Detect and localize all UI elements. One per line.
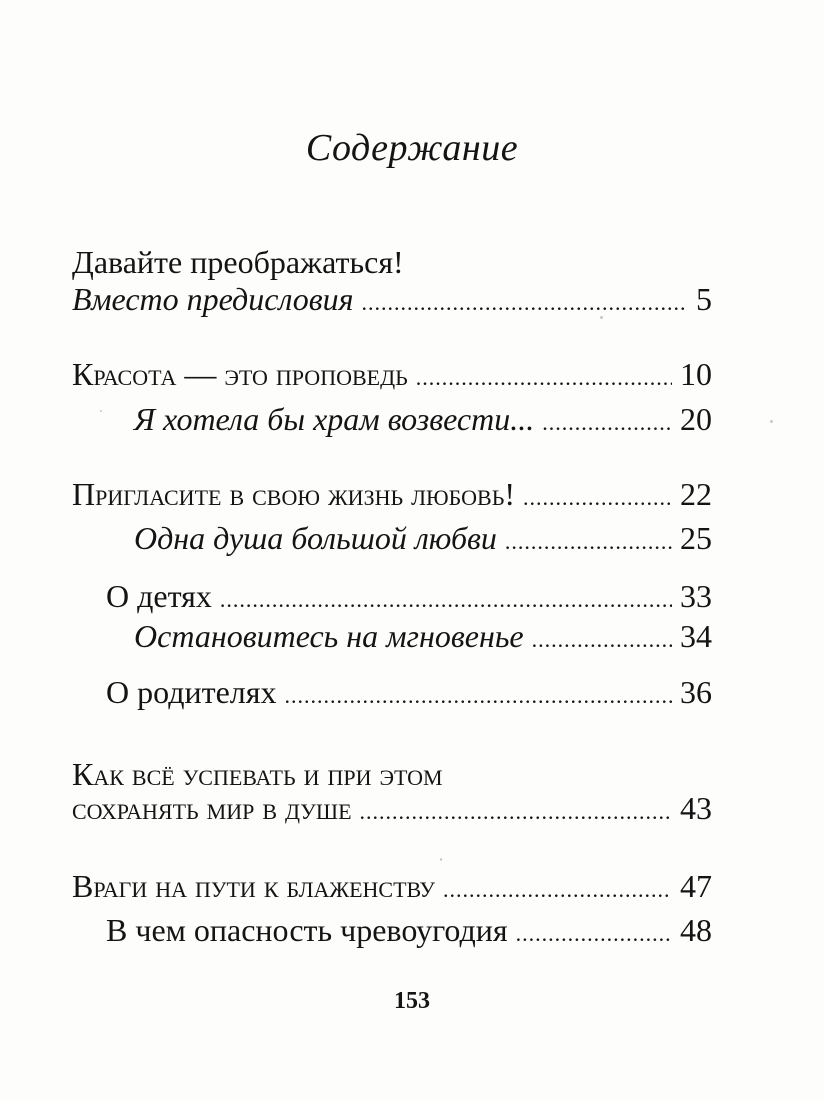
- toc-entry-page: 47: [680, 868, 712, 904]
- toc-entry-page: 20: [680, 401, 712, 437]
- toc-entry-page: 48: [680, 912, 712, 948]
- toc-entry-page: 33: [680, 578, 712, 614]
- toc-entry-page: 22: [680, 476, 712, 512]
- scan-speck: [770, 420, 773, 423]
- leader-dots: [505, 531, 672, 553]
- page-number: 153: [394, 988, 430, 1014]
- leader-dots: [360, 801, 672, 823]
- toc-entry: [134, 620, 712, 652]
- toc-entry: [72, 283, 712, 315]
- toc-entry-page: 25: [680, 520, 712, 556]
- leader-dots: [532, 629, 672, 651]
- toc-entry: [72, 792, 712, 824]
- toc-entry: [106, 676, 712, 708]
- leader-dots: [220, 589, 672, 611]
- toc-entry-title: Остановитесь на мгновенье: [134, 618, 524, 654]
- toc-entry: [134, 403, 712, 435]
- leader-dots: [542, 412, 672, 434]
- toc-entry-heading: Как всё успевать и при этом: [72, 756, 443, 792]
- toc-entry: [106, 914, 712, 946]
- toc-entry-title: Вместо предисловия: [72, 281, 354, 317]
- toc-entry-page: 5: [696, 281, 712, 317]
- toc-entry-title: В чем опасность чревоугодия: [106, 912, 508, 948]
- leader-dots: [516, 923, 672, 945]
- scan-speck: [440, 858, 442, 861]
- toc-entry-title: Пригласите в свою жизнь любовь!: [72, 476, 515, 512]
- toc-entry-page: 34: [680, 618, 712, 654]
- toc-entry: [72, 870, 712, 902]
- scan-speck: [100, 410, 102, 412]
- toc-entry-page: 43: [680, 790, 712, 826]
- toc-entry-page: 36: [680, 674, 712, 710]
- toc-entry: [106, 580, 712, 612]
- toc-entry: [72, 478, 712, 510]
- toc-entry-heading: Давайте преображаться!: [72, 244, 404, 280]
- leader-dots: [284, 685, 672, 707]
- toc-entry: [72, 358, 712, 390]
- page-title: Содержание: [305, 127, 519, 169]
- toc-entry-title: Я хотела бы храм возвести...: [134, 401, 535, 437]
- toc-entry-title: сохранять мир в душе: [72, 790, 352, 826]
- toc-entry-title: Враги на пути к блаженству: [72, 868, 436, 904]
- leader-dots: [362, 292, 688, 314]
- scan-speck: [600, 316, 603, 319]
- toc-entry-title: Красота — это проповедь: [72, 356, 408, 392]
- toc-entry-title: Одна душа большой любви: [134, 520, 497, 556]
- toc-entry-title: О детях: [106, 578, 212, 614]
- toc-entry-title: О родителях: [106, 674, 277, 710]
- toc-entry: [134, 522, 712, 554]
- leader-dots: [416, 367, 672, 389]
- toc-entry-page: 10: [680, 356, 712, 392]
- leader-dots: [523, 487, 672, 509]
- leader-dots: [443, 879, 672, 901]
